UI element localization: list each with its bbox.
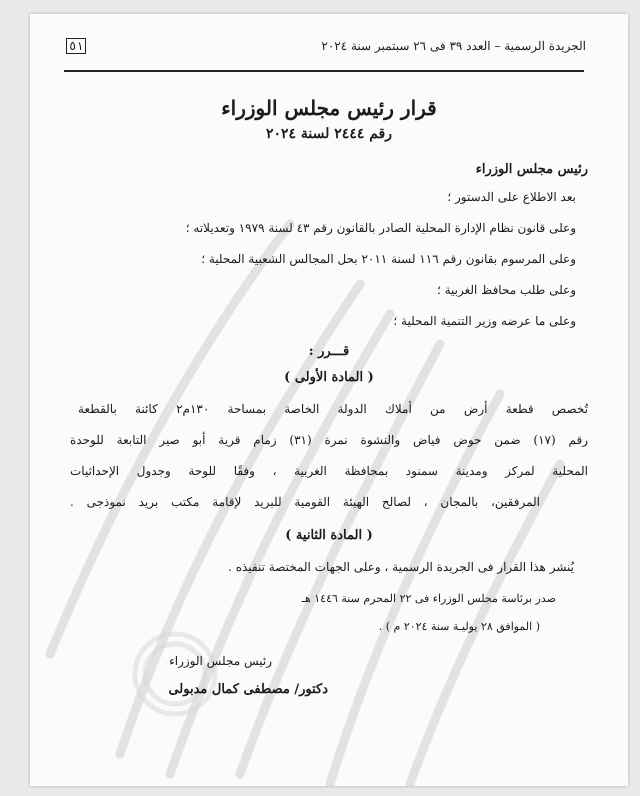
article-1-heading: ( المادة الأولى )	[284, 370, 374, 385]
preamble-line: وعلى طلب محافظ الغربية ؛	[436, 283, 576, 297]
gazette-header	[66, 38, 586, 54]
issued-line-1: صدر برئاسة مجلس الوزراء فى ٢٢ المحرم سنة ١٤٤٦ هـ	[301, 592, 556, 605]
decree-number: رقم ٢٤٤٤ لسنة ٢٠٢٤	[265, 126, 393, 142]
article-1-line: المحلية لمركز ومدينة سمنود بمحافظة الغربية ، وفقًا للوحة وجدول الإحداثيات	[70, 464, 588, 478]
header-divider	[64, 70, 584, 72]
decided-heading: قـــرر :	[308, 344, 350, 359]
page-number: ٥١	[66, 38, 86, 54]
issued-line-2: ( الموافق ٢٨ يوليـة سنة ٢٠٢٤ م ) .	[378, 620, 540, 633]
preamble-line: بعد الاطلاع على الدستور ؛	[447, 190, 576, 204]
preamble-line: وعلى المرسوم بقانون رقم ١١٦ لسنة ٢٠١١ بحل المجالس الشعبية المحلية ؛	[201, 252, 576, 266]
article-2-heading: ( المادة الثانية )	[285, 528, 373, 543]
signature-role: رئيس مجلس الوزراء	[169, 654, 272, 668]
preamble-heading: رئيس مجلس الوزراء	[475, 162, 588, 177]
article-1-line: رقم (١٧) ضمن حوض فياض والنشوة نمرة (٣١) زمام قرية أبو صير التابعة للوحدة	[70, 433, 589, 447]
signature-name: دكتور/ مصطفى كمال مدبولى	[168, 682, 328, 697]
gazette-issue-text: الجريدة الرسمية – العدد ٣٩ فى ٢٦ سبتمبر سنة ٢٠٢٤	[321, 39, 586, 53]
article-1-line: المرفقين، بالمجان ، لصالح الهيئة القومية للبريد لإقامة مكتب بريد نموذجى .	[70, 495, 540, 509]
preamble-line: وعلى قانون نظام الإدارة المحلية الصادر بالقانون رقم ٤٣ لسنة ١٩٧٩ وتعديلاته ؛	[185, 221, 576, 235]
decree-title: قرار رئيس مجلس الوزراء	[221, 96, 437, 120]
article-1-line: تُخصص قطعة أرض من أملاك الدولة الخاصة بمساحة ١٣٠م٢ كائنة بالقطعة	[78, 402, 588, 416]
gazette-page	[30, 14, 628, 786]
preamble-line: وعلى ما عرضه وزير التنمية المحلية ؛	[393, 314, 576, 328]
article-2-line: يُنشر هذا القرار فى الجريدة الرسمية ، وعلى الجهات المختصة تنفيذه .	[228, 560, 574, 574]
